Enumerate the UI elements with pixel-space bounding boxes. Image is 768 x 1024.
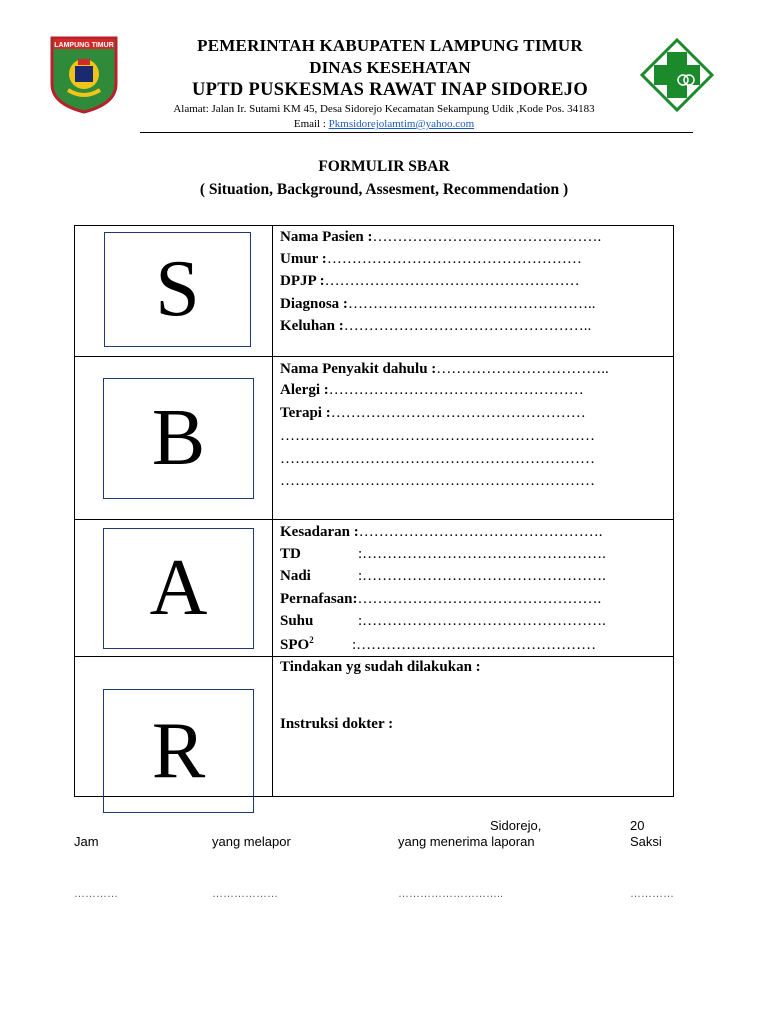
field-umur[interactable]	[280, 251, 582, 268]
letter-box-r: R	[103, 689, 254, 813]
field-nama-pasien[interactable]	[280, 229, 601, 246]
field-dots: ……………………………………………	[330, 405, 586, 421]
lampung-timur-logo	[48, 34, 120, 114]
footer-place: Sidorejo,	[490, 818, 542, 833]
header-line-1: PEMERINTAH KABUPATEN LAMPUNG TIMUR	[197, 36, 583, 55]
letter-box-s: S	[104, 232, 251, 347]
footer-year: 20	[630, 818, 645, 833]
header-address: Alamat: Jalan Ir. Sutami KM 45, Desa Sidorejo Kecamatan Sekampung Udik ,Kode Pos. 34183	[173, 103, 595, 115]
row-divider-b-a	[74, 519, 674, 520]
field-dots: :………………………………………….	[358, 546, 606, 562]
field-alergi[interactable]	[280, 382, 584, 399]
email-link[interactable]: Pkmsidorejolamtim@yahoo.com	[328, 118, 475, 130]
terapi-line-3[interactable]: ………………………………………………………	[280, 473, 595, 489]
footer-col-jam: Jam	[74, 834, 99, 849]
row-divider-s-b	[74, 356, 674, 357]
field-dpjp[interactable]	[280, 273, 580, 290]
field-label: SPO	[280, 637, 310, 653]
field-dots: :…………………………………………	[352, 637, 597, 653]
field-spo2[interactable]	[280, 635, 596, 654]
field-instruksi-dokter[interactable]: Instruksi dokter :	[280, 716, 394, 732]
field-terapi[interactable]	[280, 405, 586, 422]
field-dots: ………………………………………….	[357, 591, 602, 607]
field-label: Nama Penyakit dahulu :	[280, 361, 437, 377]
header-line-2: DINAS KESEHATAN	[309, 58, 471, 77]
field-label: Nadi	[280, 568, 311, 584]
letter-box-a: A	[103, 528, 254, 649]
field-label: Keluhan :	[280, 318, 344, 334]
field-label: Terapi :	[280, 405, 331, 421]
logo-left-label: LAMPUNG TIMUR	[54, 42, 114, 49]
signature-line-penerima[interactable]: ………………………..	[398, 888, 504, 900]
field-nadi[interactable]	[280, 568, 606, 585]
field-dots: ……………………………………………	[326, 251, 582, 267]
field-pernafasan[interactable]	[280, 591, 601, 608]
field-label: TD	[280, 546, 301, 562]
field-dots: ……………………………………….	[372, 229, 602, 245]
row-divider-a-r	[74, 656, 674, 657]
form-title: FORMULIR SBAR	[318, 158, 450, 175]
footer-col-pelapor: yang melapor	[212, 834, 291, 849]
header-email	[120, 118, 648, 130]
terapi-line-1[interactable]: ………………………………………………………	[280, 428, 595, 444]
field-label: Umur :	[280, 251, 327, 267]
field-dots: ……………………………………………	[328, 382, 584, 398]
field-label-superscript: 2	[309, 635, 314, 645]
field-nama-penyakit-dahulu[interactable]	[280, 361, 609, 378]
signature-line-saksi[interactable]: …………	[630, 888, 674, 900]
email-label: Email :	[293, 118, 329, 130]
field-label: Pernafasan:	[280, 591, 358, 607]
field-label: Suhu	[280, 613, 314, 629]
signature-line-pelapor[interactable]: ………………	[212, 888, 278, 900]
table-column-divider	[272, 225, 273, 797]
field-diagnosa[interactable]	[280, 296, 595, 313]
field-tindakan[interactable]: Tindakan yg sudah dilakukan :	[280, 659, 481, 675]
field-label: Diagnosa :	[280, 296, 348, 312]
field-dots: ……………………………………………	[324, 273, 580, 289]
field-label: Nama Pasien :	[280, 229, 373, 245]
field-label: DPJP :	[280, 273, 325, 289]
field-keluhan[interactable]	[280, 318, 591, 335]
footer-col-saksi: Saksi	[630, 834, 662, 849]
puskesmas-cross-logo	[640, 38, 714, 112]
letter-box-b: B	[103, 378, 254, 499]
field-kesadaran[interactable]	[280, 524, 603, 541]
field-td[interactable]	[280, 546, 606, 563]
field-dots: ……………………………..	[436, 361, 609, 377]
field-dots: ………………………………………….	[358, 524, 603, 540]
field-dots: :………………………………………….	[358, 568, 606, 584]
form-subtitle: ( Situation, Background, Assesment, Recommendation )	[199, 181, 569, 198]
header-line-3: UPTD PUSKESMAS RAWAT INAP SIDOREJO	[191, 80, 589, 100]
field-dots: :………………………………………….	[358, 613, 606, 629]
field-label: Alergi :	[280, 382, 329, 398]
field-suhu[interactable]	[280, 613, 606, 630]
field-dots: …………………………………………..	[343, 318, 592, 334]
footer-col-penerima: yang menerima laporan	[398, 834, 535, 849]
terapi-line-2[interactable]: ………………………………………………………	[280, 451, 595, 467]
signature-line-jam[interactable]: …………	[74, 888, 118, 900]
field-dots: …………………………………………..	[347, 296, 596, 312]
field-label: Kesadaran :	[280, 524, 359, 540]
header-divider	[140, 132, 693, 133]
